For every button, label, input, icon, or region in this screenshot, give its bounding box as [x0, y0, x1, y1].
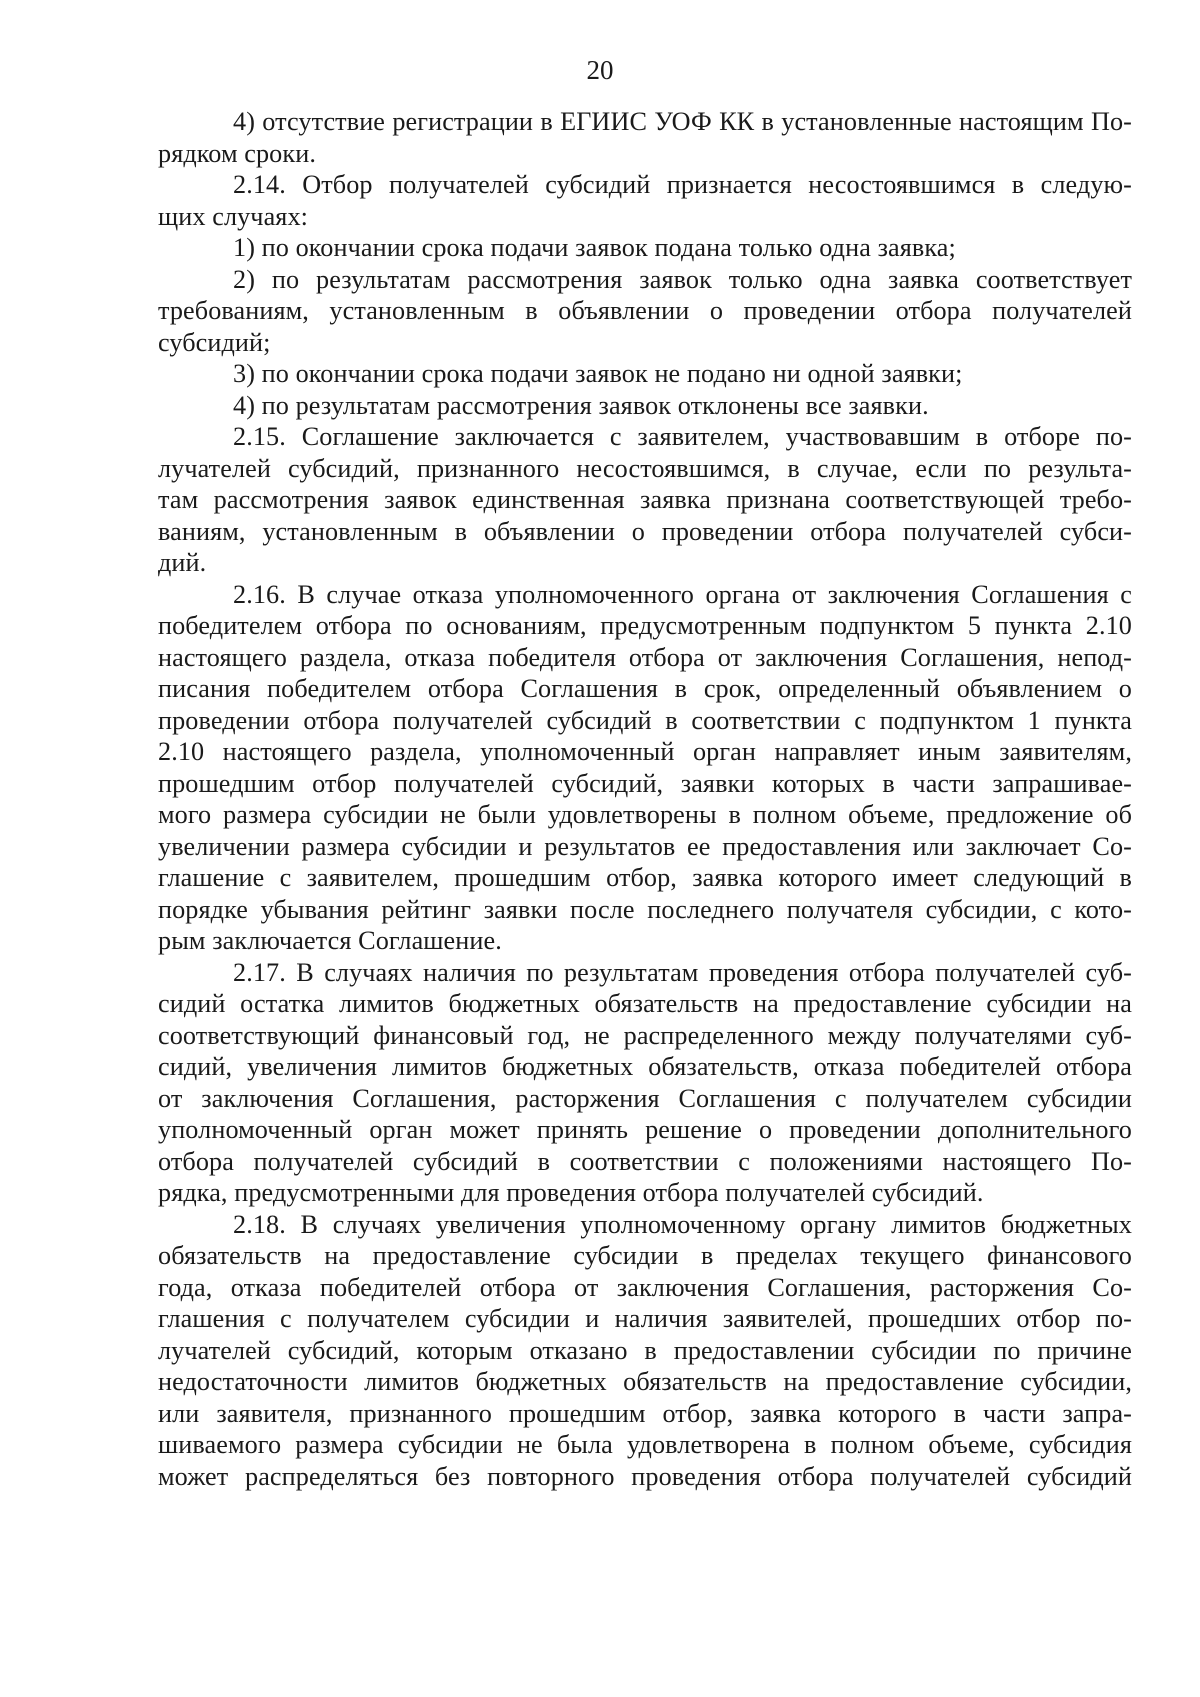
- text-line: недостаточности лимитов бюджетных обязательств на предоставление субсидии,: [158, 1367, 1132, 1396]
- text-line: победителем отбора по основаниям, предусмотренным подпунктом 5 пункта 2.10: [158, 611, 1132, 640]
- text-line: 2.15. Соглашение заключается с заявителем, участвовавшим в отборе по-: [233, 422, 1132, 451]
- text-line: 3) по окончании срока подачи заявок не подано ни одной заявки;: [233, 359, 963, 388]
- text-line: 2.10 настоящего раздела, уполномоченный орган направляет иным заявителям,: [158, 737, 1132, 766]
- text-line: рядка, предусмотренными для проведения отбора получателей субсидий.: [158, 1178, 984, 1207]
- page-number: 20: [586, 55, 614, 85]
- text-line: прошедшим отбор получателей субсидий, заявки которых в части запрашивае-: [158, 768, 1132, 798]
- text-line: шиваемого размера субсидии не была удовлетворена в полном объеме, субсидия: [158, 1430, 1132, 1459]
- text-line: уполномоченный орган может принять решение о проведении дополнительного: [158, 1115, 1132, 1144]
- text-line: лучателей субсидий, признанного несостоявшимся, в случае, если по результа-: [158, 453, 1132, 483]
- text-line: субсидий;: [158, 327, 271, 357]
- text-line: 2.16. В случае отказа уполномоченного органа от заключения Соглашения с: [233, 579, 1132, 609]
- text-line: писания победителем отбора Соглашения в срок, определенный объявлением о: [158, 674, 1132, 703]
- text-line: или заявителя, признанного прошедшим отбор, заявка которого в части запра-: [158, 1398, 1132, 1428]
- text-line: 4) отсутствие регистрации в ЕГИИС УОФ КК в установленные настоящим По-: [233, 107, 1132, 136]
- text-line: глашения с получателем субсидии и наличия заявителей, прошедших отбор по-: [158, 1304, 1132, 1333]
- text-line: обязательств на предоставление субсидии в пределах текущего финансового: [158, 1241, 1132, 1270]
- text-line: щих случаях:: [158, 201, 309, 231]
- text-line: 2) по результатам рассмотрения заявок только одна заявка соответствует: [233, 264, 1132, 294]
- text-line: проведении отбора получателей субсидий в соответствии с подпунктом 1 пункта: [158, 705, 1132, 735]
- text-line: мого размера субсидии не были удовлетворены в полном объеме, предложение об: [158, 800, 1132, 829]
- text-line: 1) по окончании срока подачи заявок подана только одна заявка;: [233, 233, 956, 262]
- text-line: настоящего раздела, отказа победителя отбора от заключения Соглашения, непод-: [158, 642, 1132, 672]
- text-line: ваниям, установленным в объявлении о проведении отбора получателей субси-: [158, 516, 1132, 546]
- text-line: 4) по результатам рассмотрения заявок отклонены все заявки.: [233, 390, 929, 420]
- text-line: рым заключается Соглашение.: [158, 926, 502, 955]
- text-line: рядком сроки.: [158, 138, 316, 168]
- text-line: от заключения Соглашения, расторжения Соглашения с получателем субсидии: [158, 1083, 1132, 1113]
- text-line: глашение с заявителем, прошедшим отбор, заявка которого имеет следующий в: [158, 863, 1132, 892]
- text-line: 2.18. В случаях увеличения уполномоченному органу лимитов бюджетных: [233, 1209, 1132, 1239]
- text-line: порядке убывания рейтинг заявки после последнего получателя субсидии, с кото-: [158, 894, 1132, 924]
- text-line: требованиям, установленным в объявлении о проведении отбора получателей: [158, 296, 1132, 325]
- text-line: увеличении размера субсидии и результатов ее предоставления или заключает Со-: [158, 831, 1132, 861]
- text-line: 2.14. Отбор получателей субсидий признается несостоявшимся в следую-: [233, 170, 1132, 199]
- text-line: сидий остатка лимитов бюджетных обязательств на предоставление субсидии на: [158, 989, 1132, 1018]
- text-line: отбора получателей субсидий в соответствии с положениями настоящего По-: [158, 1146, 1132, 1176]
- text-line: там рассмотрения заявок единственная заявка признана соответствующей требо-: [158, 485, 1132, 514]
- document-body: [158, 106, 1132, 1492]
- text-line: сидий, увеличения лимитов бюджетных обязательств, отказа победителей отбора: [158, 1052, 1132, 1081]
- text-line: лучателей субсидий, которым отказано в предоставлении субсидии по причине: [158, 1335, 1132, 1365]
- text-line: дий.: [158, 548, 207, 577]
- text-line: может распределяться без повторного проведения отбора получателей субсидий: [158, 1461, 1132, 1491]
- text-line: соответствующий финансовый год, не распределенного между получателями суб-: [158, 1020, 1132, 1050]
- text-line: 2.17. В случаях наличия по результатам проведения отбора получателей суб-: [233, 957, 1132, 987]
- text-line: года, отказа победителей отбора от заключения Соглашения, расторжения Со-: [158, 1272, 1132, 1302]
